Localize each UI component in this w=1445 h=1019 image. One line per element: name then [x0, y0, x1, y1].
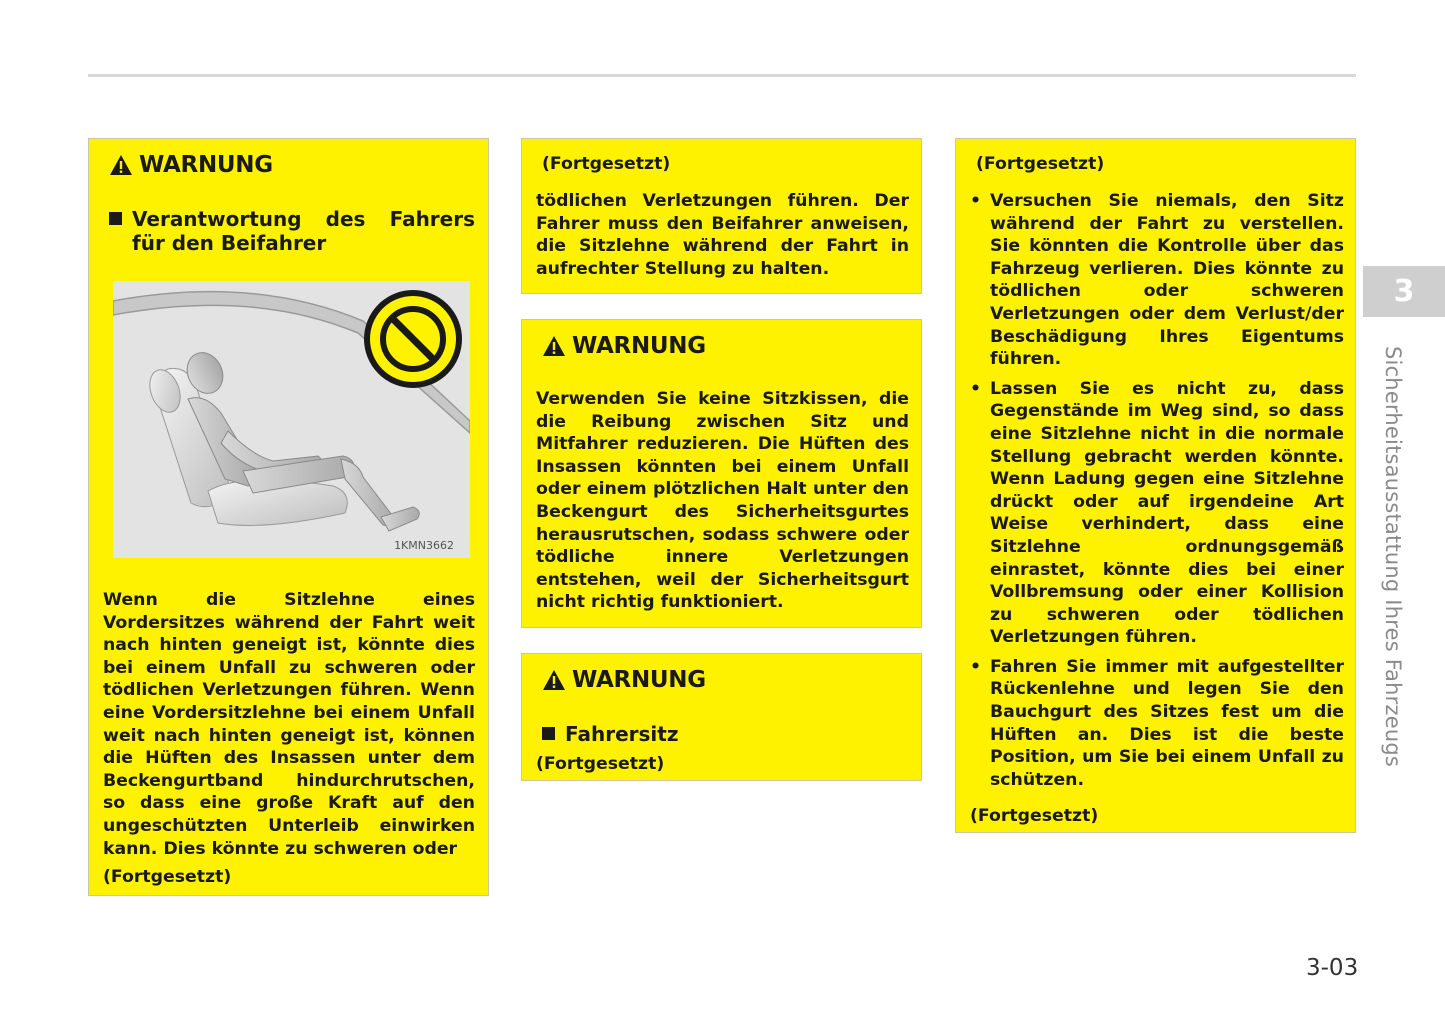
subheading-text: Verantwortung des Fahrers für den Beifahrer: [132, 207, 475, 255]
square-bullet-icon: [542, 727, 555, 740]
warning-box-driver-seat: [521, 653, 922, 781]
continued-box-1: [521, 138, 922, 294]
continued-box-seat-rules: [955, 138, 1356, 833]
warning-triangle-icon: [542, 335, 566, 357]
subheading-text: Fahrersitz: [565, 722, 679, 746]
warning-title: WARNUNG: [572, 333, 706, 359]
page-number: 3-03: [1306, 955, 1359, 981]
top-rule: [88, 74, 1356, 77]
list-item: • Lassen Sie es nicht zu, dass Gegenstände im Weg sind, so dass eine Sitzlehne nicht in die normale Stellung gebracht werden könnte. Wenn Ladung gegen eine Sitzlehne drückt oder auf irgendeine Art Weise verhindert, dass eine Sitzlehne ordnungsgemäß einrastet, könnte dies bei einer Vollbremsung oder einer Kollision zu schweren oder tödlichen Verletzungen führen.: [968, 378, 1344, 649]
continued-label: (Fortgesetzt): [536, 754, 665, 774]
chapter-tab: [1363, 266, 1445, 317]
square-bullet-icon: [109, 212, 122, 225]
subheading-passenger: [109, 207, 475, 255]
continued-label: (Fortgesetzt): [103, 867, 232, 887]
continued-body: tödlichen Verletzungen führen. Der Fahrer muss den Beifahrer anweisen, die Sitzlehne während der Fahrt in aufrechter Stellung zu halten.: [536, 191, 909, 279]
no-entry-sign-icon: [367, 293, 459, 385]
continued-label: (Fortgesetzt): [970, 806, 1099, 826]
list-item: • Versuchen Sie niemals, den Sitz während der Fahrt zu verstellen. Sie könnten die Kontrolle über das Fahrzeug verlieren. Dies könnte zu tödlichen oder schweren Verletzungen oder dem Verlust/der Beschädigung Ihres Eigentums führen.: [968, 190, 1344, 371]
warning-body: Verwenden Sie keine Sitzkissen, die die Reibung zwischen Sitz und Mitfahrer reduzieren. Die Hüften des Insassen könnten bei einem Unfall oder einem plötzlichen Halt unter den Beckengurt des Sicherheitsgurtes herausrutschen, sodass schwere oder tödliche innere Verletzungen entstehen, weil der Sicherheitsgurt nicht richtig funktioniert.: [536, 389, 909, 613]
continued-head: (Fortgesetzt): [542, 154, 671, 174]
warning-title: WARNUNG: [139, 152, 273, 178]
warning-heading: [109, 152, 273, 178]
warning-triangle-icon: [109, 154, 133, 176]
warning-box-seat-cushions: [521, 319, 922, 628]
list-item: • Fahren Sie immer mit aufgestellter Rückenlehne und legen Sie den Bauchgurt des Sitzes fest um die Hüften an. Dies ist die beste Position, um Sie bei einem Unfall zu schützen.: [968, 656, 1344, 792]
warning-title: WARNUNG: [572, 667, 706, 693]
warning-triangle-icon: [542, 669, 566, 691]
subheading-driver-seat: [542, 722, 678, 746]
warning-heading: [542, 667, 706, 693]
reclined-passenger-graphic: [113, 281, 470, 558]
section-title: Sicherheitsausstattung Ihres Fahrzeugs: [1381, 346, 1405, 767]
bullet-list: [968, 190, 1344, 798]
warning-heading: [542, 333, 706, 359]
warning-body: Wenn die Sitzlehne eines Vordersitzes während der Fahrt weit nach hinten geneigt ist, könnte dies bei einem Unfall zu schweren oder tödlichen Verletzungen führen. Wenn eine Vordersitzlehne bei einem Unfall weit nach hinten geneigt ist, können die Hüften des Insassen unter dem Beckengurtband hindurchrutschen, so dass eine große Kraft auf den ungeschützten Unterleib einwirken kann. Dies könnte zu schweren oder: [103, 590, 475, 859]
continued-head: (Fortgesetzt): [976, 154, 1105, 174]
image-code: 1KMN3662: [394, 539, 454, 552]
warning-box-passenger-responsibility: [88, 138, 489, 896]
seat-recline-illustration: [113, 281, 470, 558]
chapter-number: 3: [1393, 274, 1415, 309]
